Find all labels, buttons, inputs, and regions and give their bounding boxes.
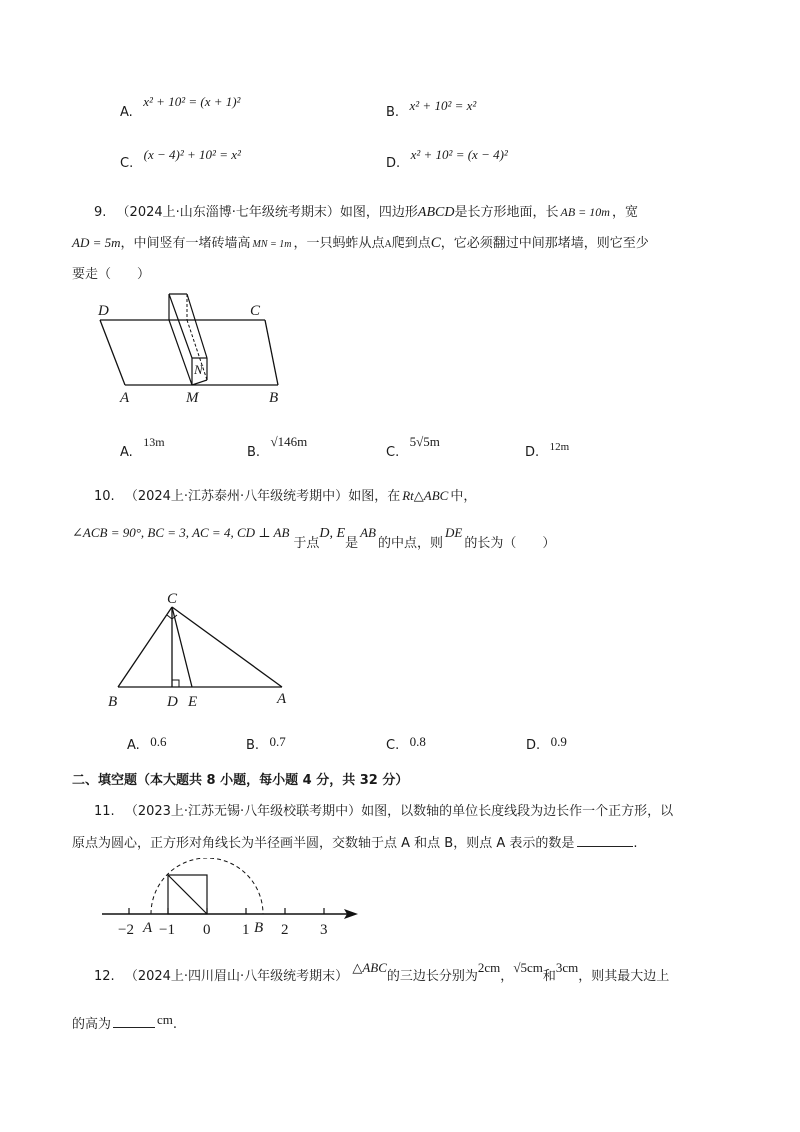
option-expr: 0.9 bbox=[550, 734, 567, 749]
wall-edge bbox=[192, 380, 207, 385]
label-d: D bbox=[167, 694, 178, 710]
wall-edge bbox=[187, 294, 207, 358]
label-a: A bbox=[277, 691, 287, 707]
point-label-b: B bbox=[254, 920, 264, 936]
q11-line1 bbox=[94, 800, 673, 819]
q9-option-a bbox=[120, 435, 165, 460]
q12-line2 bbox=[72, 1013, 177, 1032]
option-expr: 0.7 bbox=[269, 734, 286, 749]
question-text: ，则其最大边上 bbox=[578, 969, 670, 984]
question-text: . bbox=[172, 1017, 178, 1032]
section-heading: 二、填空题（本大题共 8 小题，每小题 4 分，共 32 分） bbox=[72, 773, 409, 788]
q11-line2 bbox=[72, 832, 638, 851]
option-expr: x² + 10² = x² bbox=[409, 98, 477, 113]
q9-figure bbox=[90, 288, 310, 408]
q9-line3 bbox=[72, 263, 150, 282]
option-expr: 0.6 bbox=[150, 734, 167, 749]
question-text: 原点为圆心，正方形对角线长为半径画半圆，交数轴于点 A 和点 B，则点 A 表示的数是 bbox=[72, 836, 575, 851]
label-a: A bbox=[120, 390, 130, 406]
tick-label: 3 bbox=[320, 922, 328, 938]
label-b: B bbox=[108, 694, 118, 710]
label-n: N bbox=[194, 362, 203, 377]
question-text: ，中间竖有一堵砖墙高 bbox=[120, 236, 251, 251]
edge-da bbox=[100, 320, 125, 385]
label-e: E bbox=[188, 694, 198, 710]
question-text: ，它必须翻过中间那堵墙，则它至少 bbox=[440, 236, 649, 251]
option-expr: (x − 4)² + 10² = x² bbox=[143, 147, 241, 162]
q8-option-b bbox=[386, 98, 477, 120]
option-label: D. bbox=[525, 445, 540, 460]
question-text: 爬到点 bbox=[391, 236, 431, 251]
option-expr: 0.8 bbox=[409, 734, 426, 749]
math-ab: AB = 10m bbox=[560, 205, 610, 219]
question-text: . bbox=[633, 836, 638, 851]
right-angle-mark-d bbox=[172, 680, 179, 687]
q10-option-d bbox=[526, 734, 567, 753]
side-length: 3cm bbox=[555, 960, 579, 975]
q10-option-b bbox=[246, 734, 286, 753]
question-number: 11. bbox=[94, 804, 115, 819]
question-text: 中， bbox=[450, 489, 477, 504]
tick-label: −2 bbox=[118, 922, 134, 938]
option-label: D. bbox=[526, 738, 541, 753]
option-label: B. bbox=[246, 738, 260, 753]
math-ad: AD = 5m bbox=[72, 235, 121, 250]
q11-number-line-figure bbox=[96, 858, 366, 938]
option-label: C. bbox=[120, 156, 134, 171]
question-source: （2024上·山东淄博·七年级统考期末） bbox=[116, 205, 340, 220]
label-c: C bbox=[167, 591, 178, 607]
label-d: D bbox=[98, 303, 109, 319]
side-cb bbox=[118, 607, 172, 687]
q9-option-d bbox=[525, 441, 570, 460]
math-segment: DE bbox=[445, 525, 463, 540]
math-conditions: ∠ACB = 90°, BC = 3, AC = 4, CD ⊥ AB bbox=[72, 525, 290, 540]
question-text: 和 bbox=[542, 969, 556, 984]
question-text: 的中点，则 bbox=[377, 536, 443, 551]
edge-cb bbox=[265, 320, 278, 385]
math-segment: AB bbox=[360, 525, 376, 540]
math-points: D, E bbox=[319, 526, 346, 541]
q8-option-c bbox=[120, 147, 241, 171]
question-number: 9. bbox=[94, 205, 107, 220]
question-text: 的高为 bbox=[72, 1017, 112, 1032]
question-text: 是 bbox=[345, 536, 359, 551]
wall-edge bbox=[169, 320, 192, 385]
q8-option-a bbox=[120, 94, 241, 120]
option-label: C. bbox=[386, 738, 400, 753]
question-number: 12. bbox=[94, 969, 115, 984]
q9-option-b bbox=[247, 434, 308, 460]
question-text: ，宽 bbox=[611, 205, 638, 220]
question-source: （2024上·江苏泰州·八年级统考期中） bbox=[124, 489, 349, 504]
option-expr: 5√5m bbox=[409, 434, 440, 449]
q8-option-d bbox=[386, 147, 508, 171]
q10-option-c bbox=[386, 734, 426, 753]
question-text: 的长为（ ） bbox=[464, 536, 556, 551]
math-point-c: C bbox=[430, 235, 441, 251]
option-label: A. bbox=[120, 105, 133, 120]
q10-line2 bbox=[72, 525, 556, 552]
math-mn: MN = 1m bbox=[252, 239, 292, 250]
math-triangle: △ABC bbox=[352, 960, 387, 975]
question-text: （2023上·江苏无锡·八年级校联考期中）如图，以数轴的单位长度线段为边长作一个正方形，以 bbox=[124, 804, 674, 819]
question-text: 如图，在 bbox=[348, 489, 401, 504]
option-expr: x² + 10² = (x + 1)² bbox=[143, 94, 241, 109]
q9-option-c bbox=[386, 434, 440, 460]
question-source: （2024上·四川眉山·八年级统考期末） bbox=[124, 969, 349, 984]
label-m: M bbox=[186, 390, 199, 406]
math-point-a: A bbox=[384, 239, 392, 250]
option-label: D. bbox=[386, 156, 401, 171]
square-diagonal bbox=[168, 875, 207, 914]
option-label: A. bbox=[127, 738, 140, 753]
q9-line2 bbox=[72, 232, 649, 252]
question-text: ，一只蚂蚱从点 bbox=[293, 236, 385, 251]
answer-blank[interactable] bbox=[577, 832, 633, 847]
question-text: 是长方形地面，长 bbox=[454, 205, 559, 220]
tick-label: −1 bbox=[159, 922, 175, 938]
tick-label: 1 bbox=[242, 922, 250, 938]
point-label-a: A bbox=[143, 920, 153, 936]
option-label: B. bbox=[386, 105, 400, 120]
tick-label: 0 bbox=[203, 922, 211, 938]
question-text: ， bbox=[500, 969, 514, 984]
side-length: √5cm bbox=[513, 960, 543, 975]
q10-figure bbox=[100, 585, 300, 715]
question-number: 10. bbox=[94, 489, 115, 504]
option-label: C. bbox=[386, 445, 400, 460]
question-text: 如图，四边形 bbox=[339, 205, 418, 220]
option-expr: x² + 10² = (x − 4)² bbox=[410, 147, 508, 162]
option-expr: 12m bbox=[549, 441, 570, 453]
math-abcd: ABCD bbox=[417, 205, 455, 220]
answer-blank[interactable] bbox=[113, 1013, 155, 1028]
side-length: 2cm bbox=[477, 960, 501, 975]
option-expr: √146m bbox=[270, 434, 308, 449]
option-label: B. bbox=[247, 445, 261, 460]
question-text: 要走（ ） bbox=[72, 267, 151, 282]
q10-line1 bbox=[94, 485, 476, 504]
question-text: 的三边长分别为 bbox=[386, 969, 478, 984]
unit-label: cm bbox=[157, 1012, 173, 1027]
q10-option-a bbox=[127, 734, 167, 753]
label-c: C bbox=[250, 303, 261, 319]
question-text: 于点 bbox=[293, 536, 320, 551]
math-triangle: Rt△ABC bbox=[402, 488, 449, 503]
label-b: B bbox=[269, 390, 279, 406]
tick-label: 2 bbox=[281, 922, 289, 938]
q12-line1 bbox=[94, 960, 670, 984]
q9-line1 bbox=[94, 201, 638, 221]
option-label: A. bbox=[120, 445, 133, 460]
option-expr: 13m bbox=[143, 435, 165, 449]
